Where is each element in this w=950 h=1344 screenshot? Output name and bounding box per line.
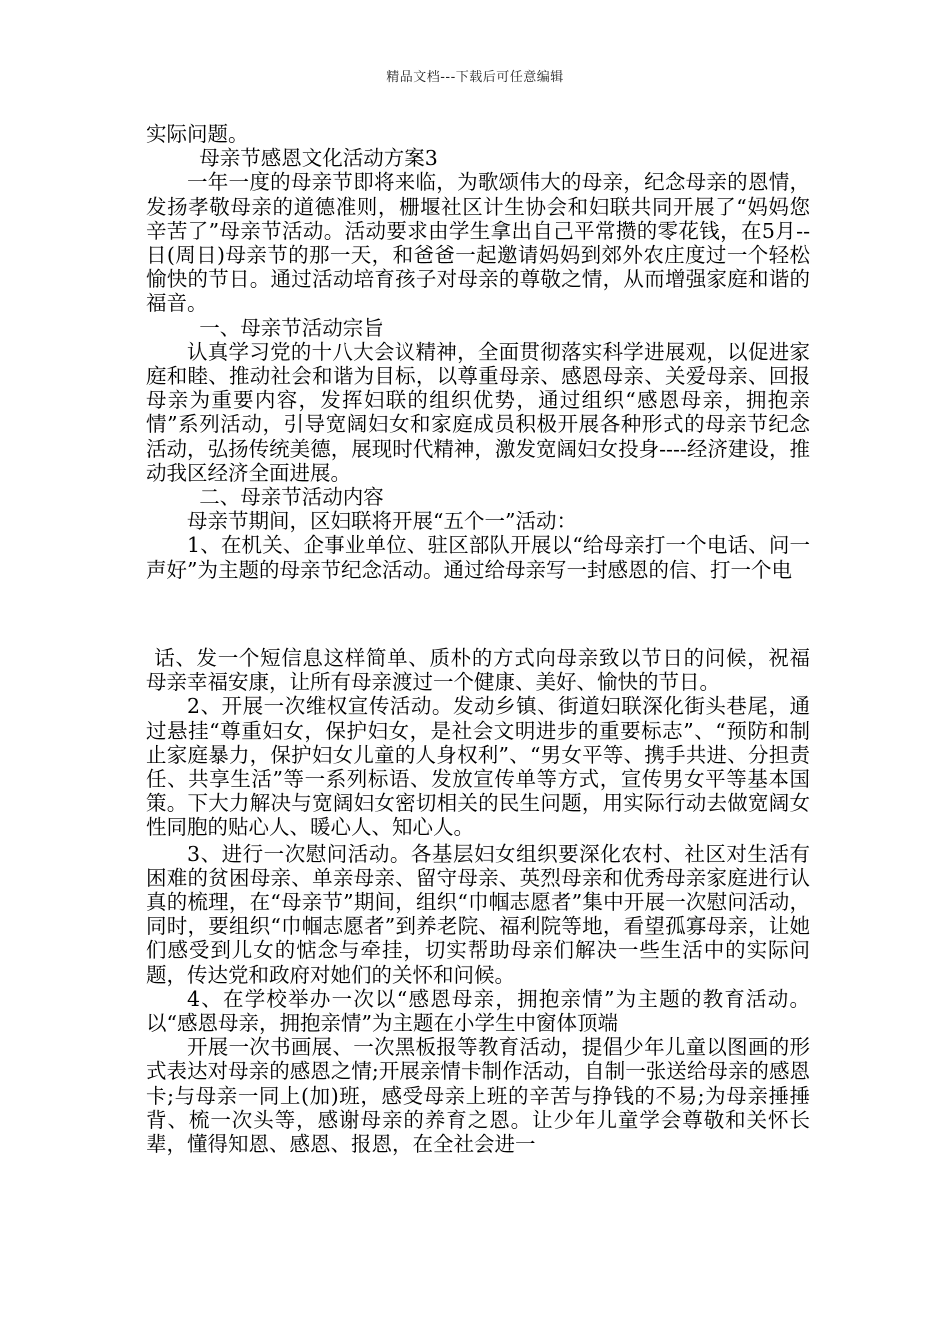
paragraph-item-1: 1、在机关、企事业单位、驻区部队开展以“给母亲打一个电话、问一声好”为主题的母亲节纪念活动。通过给母亲写一封感恩的信、打一个电 [146,533,810,582]
content-block-bottom [146,646,810,1156]
paragraph-intro: 一年一度的母亲节即将来临，为歌颂伟大的母亲，纪念母亲的恩情，发扬孝敬母亲的道德准则，栅堰社区计生协会和妇联共同开展了“妈妈您辛苦了”母亲节活动。活动要求由学生拿出自己平常攒的零花钱，在5月--日(周日)母亲节的那一天，和爸爸一起邀请妈妈到郊外农庄度过一个轻松愉快的节日。通过活动培育孩子对母亲的尊敬之情，从而增强家庭和谐的福音。 [146,170,810,316]
section-heading-purpose: 一、母亲节活动宗旨 [199,315,384,340]
paragraph-item-2: 2、开展一次维权宣传活动。发动乡镇、街道妇联深化街头巷尾，通过悬挂“尊重妇女，保护妇女，是社会文明进步的重要标志”、“预防和制止家庭暴力，保护妇女儿童的人身权利”、“男女平等、携手共进、分担责任、共享生活”等一系列标语、发放宣传单等方式，宣传男女平等基本国策。下大力解决与宽阔妇女密切相关的民生问题，用实际行动去做宽阔女性同胞的贴心人、暖心人、知心人。 [146,694,810,840]
paragraph-continuation: 实际问题。 [146,122,249,146]
paragraph-item-1-continued: 话、发一个短信息这样简单、质朴的方式向母亲致以节日的问候，祝福母亲幸福安康，让所有母亲渡过一个健康、美好、愉快的节日。 [146,646,810,695]
paragraph-item-3: 3、进行一次慰问活动。各基层妇女组织要深化农村、社区对生活有困难的贫困母亲、单亲母亲、留守母亲、英烈母亲和优秀母亲家庭进行认真的梳理，在“母亲节”期间，组织“巾帼志愿者”集中开展一次慰问活动，同时，要组织“巾帼志愿者”到养老院、福利院等地，看望孤寡母亲，让她们感受到儿女的惦念与牵挂，切实帮助母亲们解决一些生活中的实际问题，传达党和政府对她们的关怀和问候。 [146,841,810,987]
paragraph-purpose: 认真学习党的十八大会议精神，全面贯彻落实科学进展观，以促进家庭和睦、推动社会和谐为目标，以尊重母亲、感恩母亲、关爱母亲、回报母亲为重要内容，发挥妇联的组织优势，通过组织“感恩母亲，拥抱亲情”系列活动，引导宽阔妇女和家庭成员积极开展各种形式的母亲节纪念活动，弘扬传统美德，展现时代精神，激发宽阔妇女投身----经济建设，推动我区经济全面进展。 [146,339,810,485]
page-header: 精品文档---下载后可任意编辑 [386,70,564,85]
paragraph-item-4-continued: 开展一次书画展、一次黑板报等教育活动，提倡少年儿童以图画的形式表达对母亲的感恩之情;开展亲情卡制作活动，自制一张送给母亲的感恩卡;与母亲一同上(加)班，感受母亲上班的辛苦与挣钱的不易;为母亲捶捶背、梳一次头等，感谢母亲的养育之恩。让少年儿童学会尊敬和关怀长辈，懂得知恩、感恩、报恩，在全社会进一 [146,1035,810,1157]
section-title: 母亲节感恩文化活动方案3 [199,146,438,171]
section-heading-content: 二、母亲节活动内容 [199,485,384,510]
content-block-top [146,122,810,582]
paragraph-content-intro: 母亲节期间，区妇联将开展“五个一”活动： [187,509,577,534]
paragraph-item-4: 4、在学校举办一次以“感恩母亲，拥抱亲情”为主题的教育活动。以“感恩母亲，拥抱亲情”为主题在小学生中窗体顶端 [146,986,810,1036]
